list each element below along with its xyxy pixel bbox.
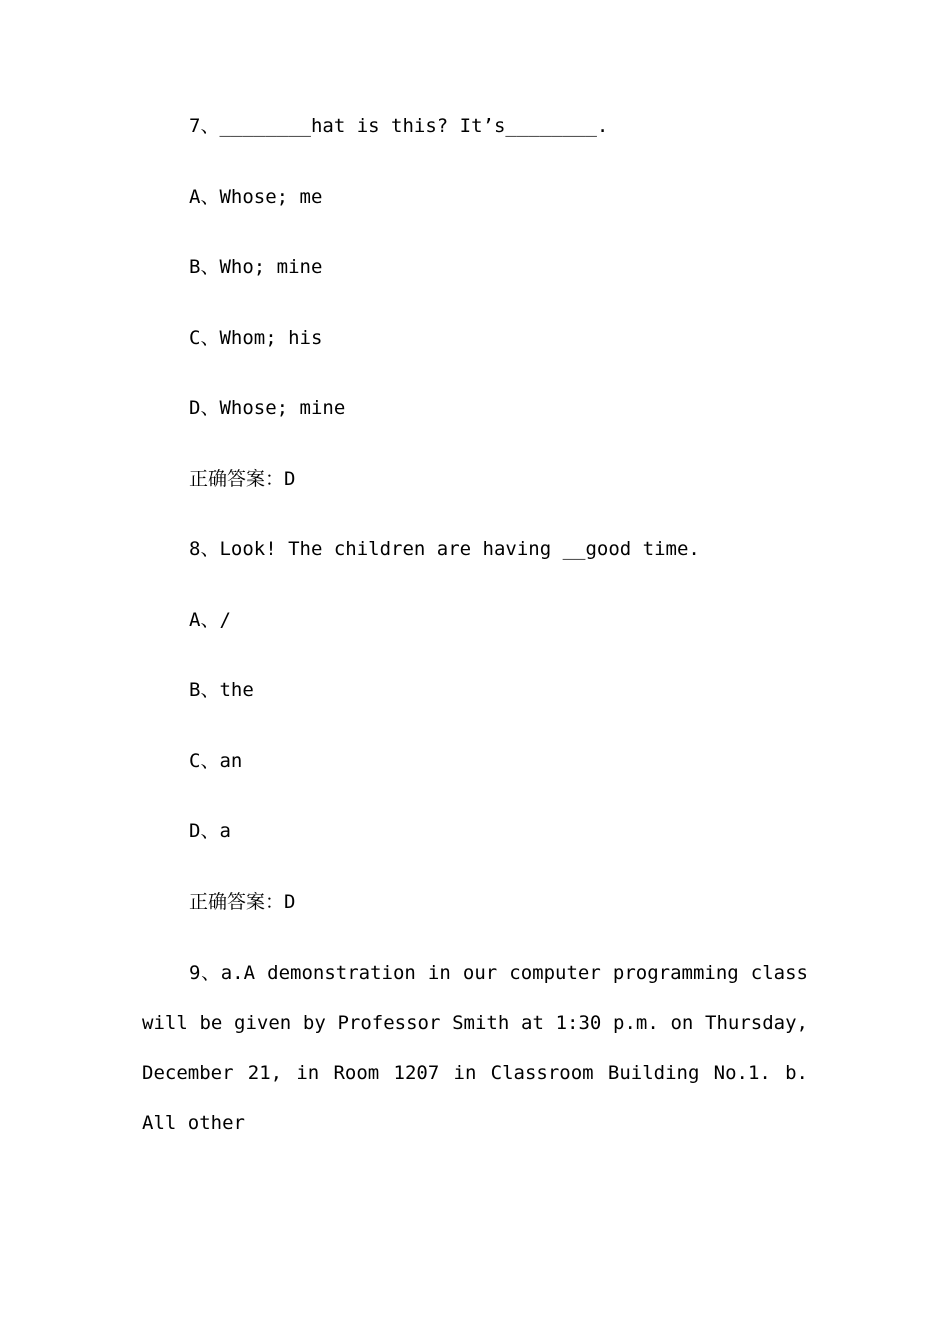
question-8-answer: 正确答案：D [189,891,296,913]
question-7-option-c: C、Whom; his [189,327,323,349]
question-7-answer: 正确答案：D [189,468,296,490]
question-7-option-b: B、Who; mine [189,256,323,278]
question-8-option-c: C、an [189,750,243,772]
question-7-option-d: D、Whose; mine [189,397,346,419]
question-8-option-b: B、the [189,679,254,701]
question-7-option-a: A、Whose; me [189,186,323,208]
question-8-option-a: A、/ [189,609,231,631]
question-9-stem: 9、a.A demonstration in our computer programming class will be given by Professor Smith at 1:30 p.m. on Thursday, December 21, in Room 1207 in Classroom Building No.1. b. All other [142,962,808,1134]
question-8-stem: 8、Look! The children are having __good time. [189,538,700,560]
question-8-option-d: D、a [189,820,231,842]
question-7-stem: 7、________hat is this? It’s________. [189,115,609,137]
